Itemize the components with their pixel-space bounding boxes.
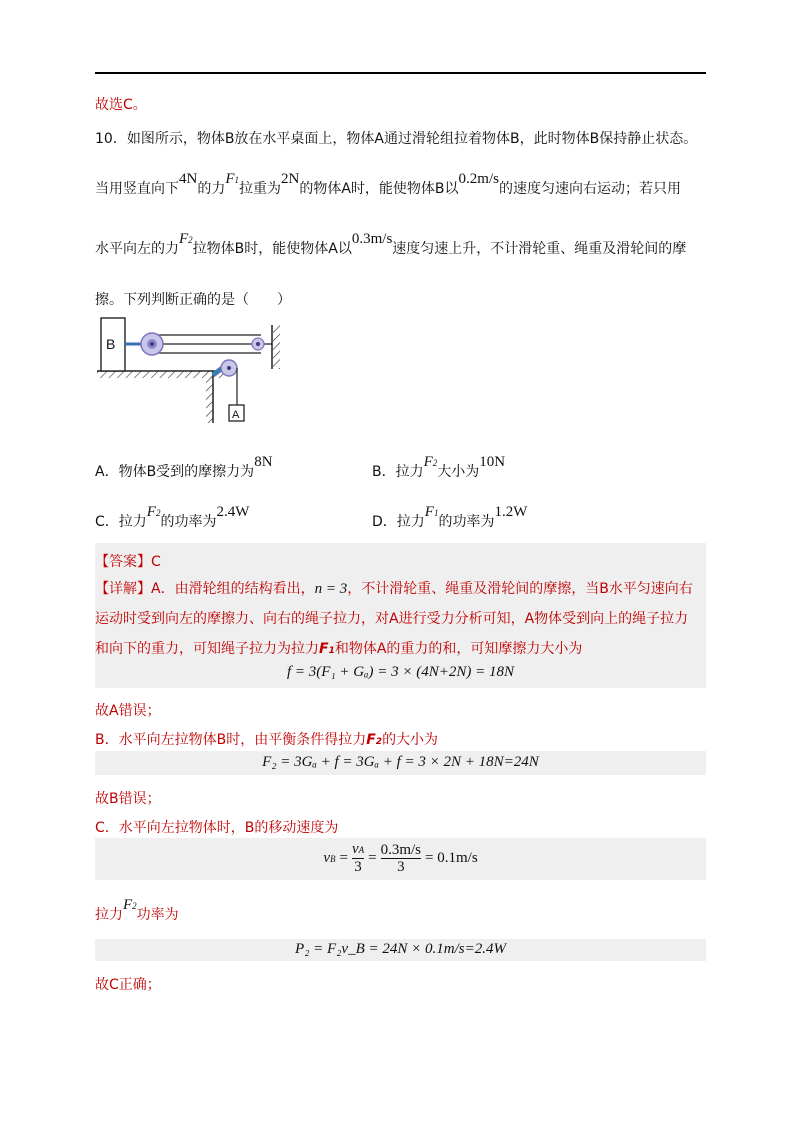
previous-conclusion: 故选C。 [95,97,147,113]
equation-3: vB = $\frac{vA}{3}$ = $\frac{0.3m/s}{3}$ = 0.1m/s [323,841,478,875]
header-rule [95,72,706,74]
pulley-figure [95,315,285,427]
label-A: A [232,409,240,421]
option-B[interactable]: B．拉力F2大小为10N [372,454,506,480]
detail-line-1: 【详解】A．由滑轮组的结构看出，n = 3，不计滑轮重、绳重及滑轮间的摩擦，当B水平匀速向右 [95,581,693,597]
equation-2: F₂ = 3Gₐ + f = 3Gₐ + f = 3 × 2N + 18N=24N [262,754,539,770]
force-value: 4N [179,171,198,187]
equation-4: P₂ = F₂v_B = 24N × 0.1m/s=2.4W [295,941,506,957]
label-B: B [106,336,116,352]
conclusion-C: 故C正确； [95,977,161,993]
equation-1: f = 3(F₁ + Gₐ) = 3 × (4N+2N) = 18N [287,664,514,680]
option-A[interactable]: A．物体B受到的摩擦力为8N [95,454,273,480]
detail-B: B．水平向左拉物体B时，由平衡条件得拉力F2的大小为 [95,732,439,748]
question-line-4: 擦。下列判断正确的是（ ） [95,292,291,308]
symbol-F1: F1 [225,171,240,187]
question-number: 10． [95,131,127,147]
conclusion-B: 故B错误； [95,791,161,807]
question-line-2: 当用竖直向下4N的力F1拉重为2N的物体A时，能使物体B以0.2m/s的速度匀速向右运动；若只用 [95,171,681,197]
symbol-F2: F2 [179,231,193,247]
question-line-3: 水平向左的力F2拉物体B时，能使物体A以0.3m/s速度匀速上升，不计滑轮重、绳重及滑轮间的摩 [95,231,687,257]
detail-C: C．水平向左拉物体时，B的移动速度为 [95,820,339,836]
answer-label: 【答案】C [95,554,161,570]
detail-line-3: 和向下的重力，可知绳子拉力为拉力F1和物体A的重力的和，可知摩擦力大小为 [95,641,583,657]
question-line-1: 10．如图所示，物体B放在水平桌面上，物体A通过滑轮组拉着物体B，此时物体B保持静止状态。 [95,131,698,147]
option-D[interactable]: D．拉力F1的功率为1.2W [372,504,528,530]
option-C[interactable]: C．拉力F2的功率为2.4W [95,504,250,530]
conclusion-A: 故A错误； [95,703,161,719]
detail-C-power: 拉力F2功率为 [95,897,179,923]
detail-line-2: 运动时受到向左的摩擦力、向右的绳子拉力，对A进行受力分析可知，A物体受到向上的绳子拉力 [95,611,689,627]
